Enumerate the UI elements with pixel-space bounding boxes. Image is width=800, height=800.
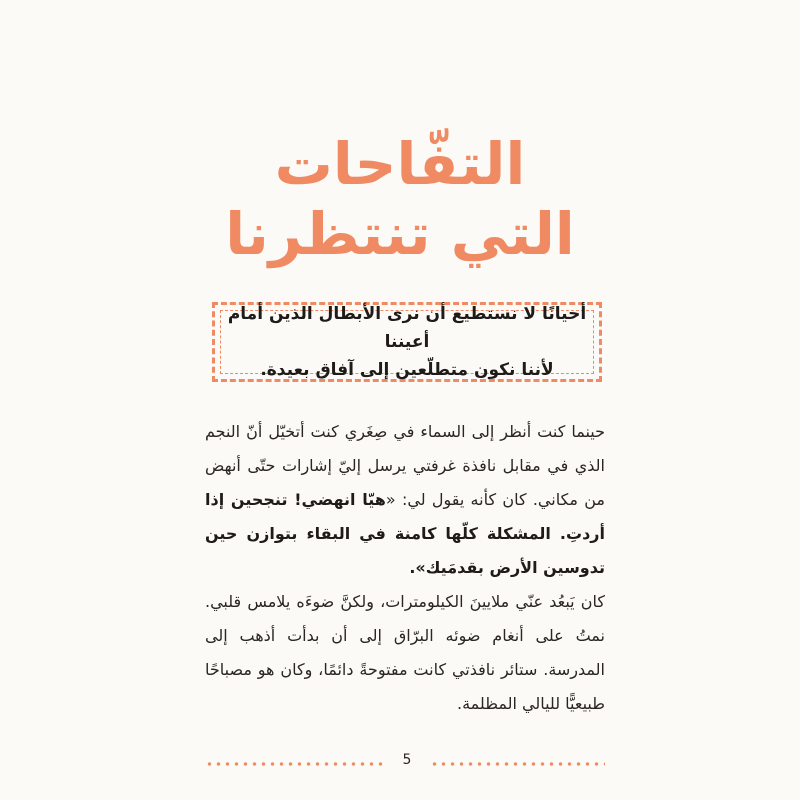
paragraph-1-text: حينما كنت أنظر إلى السماء في صِغَري كنت أتخيّل أنّ النجم الذي في مقابل نافذة غرفتي يرسل إليّ إشارات حتّى أنهض من مكاني. كان كأنه يقول لي: «: [205, 422, 606, 509]
paragraph-1-end: ».: [409, 558, 426, 577]
paragraph-1: [205, 415, 605, 585]
chapter-title-line-2: التي تنتظرنا: [225, 200, 575, 268]
quote-line-2: لأننا نكون متطلّعين إلى آفاق بعيدة.: [260, 360, 554, 380]
paragraph-1-bold-quote: هيّا انهضي! تنجحين إذا أردتِ. المشكلة كلّها كامنة في البقاء بتوازن حين تدوسين الأرض بقدمَيك: [205, 490, 605, 577]
chapter-title-line-1: التفّاحات: [274, 130, 526, 198]
body-text: [205, 415, 605, 721]
footer-dots-right: [430, 762, 605, 766]
footer-dots-left: [205, 762, 385, 766]
quote-line-1: أحيانًا لا نستطيع أن نرى الأبطال الذين أمام أعيننا: [227, 304, 587, 352]
quote-text: [215, 300, 599, 384]
paragraph-2: كان يَبعُد عنّي ملايينَ الكيلومترات، ولكنَّ ضوءَه يلامس قلبي. نمتُ على أنغام ضوئه البرّاق إلى أن بدأت أذهب إلى المدرسة. ستائر نافذتي كانت مفتوحةً دائمًا، وكان هو مصباحًا طبيعيًّا لليالي المظلمة.: [205, 592, 605, 713]
quote-box: [212, 302, 602, 382]
page-number: 5: [402, 752, 412, 768]
